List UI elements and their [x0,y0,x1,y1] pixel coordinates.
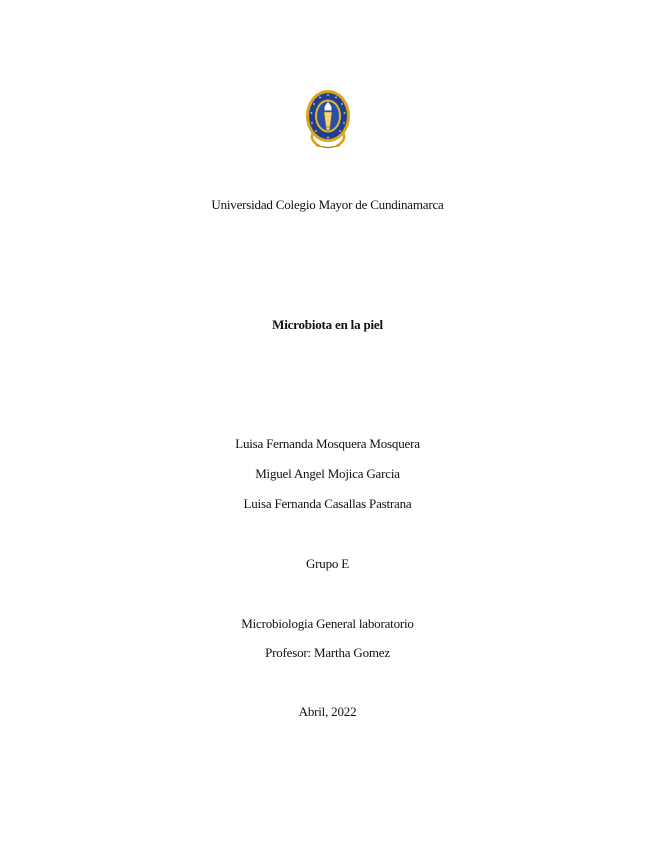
course-name: Microbiologia General laboratorio [241,616,414,631]
group-label: Grupo E [305,556,349,571]
author-2: Miguel Angel Mojica Garcia [255,466,400,481]
university-seal-icon [305,88,351,150]
document-date: Abril, 2022 [298,704,357,719]
document-title: Microbiota en la piel [272,317,383,332]
university-name: Universidad Colegio Mayor de Cundinamarca [211,197,444,212]
author-3: Luisa Fernanda Casallas Pastrana [243,496,412,511]
author-1: Luisa Fernanda Mosquera Mosquera [235,436,420,451]
professor-name: Profesor: Martha Gomez [265,645,390,660]
